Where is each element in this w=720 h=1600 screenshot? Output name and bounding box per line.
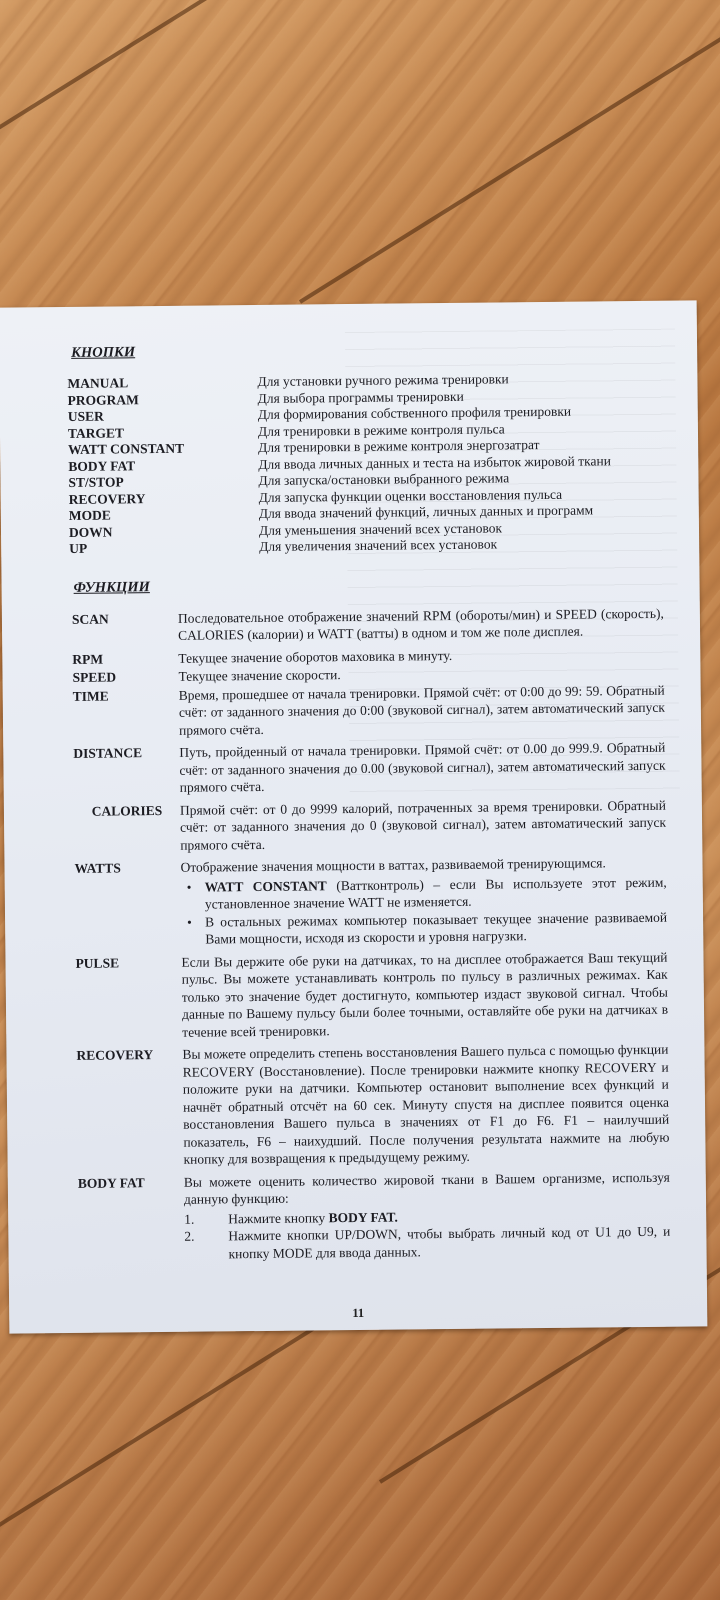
bodyfat-step-2 <box>184 1223 670 1263</box>
function-desc <box>184 1168 671 1263</box>
function-desc: Вы можете определить степень восстановления Вашего пульса с помощью функции RECOVERY (Восстановление). После тренировки нажмите кнопку RECOVERY и положите руки на датчики. Компьютер остановит выполнение всех функций и начнёт обратный отсчёт на 60 сек. Минуту спустя на дисплее появится оценка восстановления Вашего пульса в значениях от F1 до F6. F1 – наилучший показатель, F6 – наихудший. После получения результата нажмите на любую кнопку для возвращения к предыдущему режиму. <box>182 1041 670 1167</box>
button-key: UP <box>69 540 88 556</box>
watts-bullets <box>181 873 668 948</box>
button-key: MANUAL <box>67 375 129 391</box>
function-key: SPEED <box>72 669 117 685</box>
button-key: ST/STOP <box>68 474 124 490</box>
function-desc: Последовательное отображение значений RPM (обороты/мин) и SPEED (скорость), CALORIES (калории) и WATT (ватты) в одном и том же поле дисплея. <box>177 605 664 643</box>
function-scan <box>70 604 664 645</box>
wood-seam <box>0 0 402 154</box>
page-content <box>67 339 671 1265</box>
button-key: DOWN <box>68 524 113 540</box>
function-key: RECOVERY <box>76 1047 154 1063</box>
button-key: TARGET <box>67 424 125 441</box>
function-watts <box>72 854 667 950</box>
bodyfat-intro: Вы можете оценить количество жировой ткани в Вашем организме, используя данную функцию: <box>183 1169 670 1207</box>
watts-bullet-watt-constant <box>181 873 667 913</box>
function-calories <box>72 796 667 855</box>
function-desc: Текущее значение оборотов маховика в минуту. <box>178 647 453 666</box>
buttons-heading: КНОПКИ <box>71 344 136 361</box>
button-desc: Для ввода личных данных и теста на избыток жировой ткани <box>258 452 611 472</box>
function-pulse <box>73 948 668 1042</box>
button-key: PROGRAM <box>67 391 139 408</box>
page-number: 11 <box>352 1305 365 1321</box>
function-desc: Текущее значение скорости. <box>178 667 341 684</box>
watts-intro: Отображение значения мощности в ваттах, развиваемой тренирующимся. <box>180 855 606 875</box>
function-key: SCAN <box>71 611 109 627</box>
function-desc: Время, прошедшее от начала тренировки. Прямой счёт: от 0:00 до 99: 59. Обратный счёт: от заданного значения до 0:00 (звуковой сигнал), затем автоматический запуск прямого счёта. <box>178 682 665 738</box>
button-desc: Для тренировки в режиме контроля энергозатрат <box>258 437 540 455</box>
bullet-text: (Ваттконтроль) – если Вы используете этот режим, установленное значение WATT не изменяется. <box>204 874 667 912</box>
button-key: RECOVERY <box>68 490 146 507</box>
bodyfat-steps <box>184 1205 671 1263</box>
bullet-bold: WATT CONSTANT <box>204 877 327 895</box>
button-key: WATT CONSTANT <box>68 440 185 457</box>
function-recovery <box>74 1041 669 1170</box>
step-text-bold: BODY FAT. <box>328 1209 398 1225</box>
function-key: BODY FAT <box>77 1174 145 1191</box>
function-desc <box>180 854 667 949</box>
step-text-plain: Нажмите кнопку <box>228 1209 329 1226</box>
button-key: MODE <box>68 507 111 523</box>
buttons-list <box>67 370 663 558</box>
step-number: 2. <box>184 1228 195 1244</box>
functions-heading: ФУНКЦИИ <box>73 578 150 596</box>
button-key: USER <box>67 408 104 424</box>
button-desc: Для тренировки в режиме контроля пульса <box>257 420 505 439</box>
function-key: PULSE <box>75 954 120 971</box>
button-desc: Для ввода значений функций, личных данных и программ <box>258 502 594 521</box>
button-desc: Для выбора программы тренировки <box>257 388 464 406</box>
function-body-fat <box>76 1168 671 1264</box>
watts-bullet-other-modes <box>181 908 667 948</box>
wood-seam <box>299 25 720 304</box>
button-key: BODY FAT <box>68 457 136 474</box>
function-key: RPM <box>72 651 104 667</box>
button-desc: Для запуска функции оценки восстановления пульса <box>258 486 563 505</box>
button-desc: Для увеличения значений всех установок <box>259 536 498 554</box>
function-key: DISTANCE <box>73 745 143 761</box>
button-desc: Для запуска/остановки выбранного режима <box>258 470 510 488</box>
function-desc: Прямой счёт: от 0 до 9999 калорий, потраченных за время тренировки. Обратный счёт: от заданного значения до 0 (звуковой сигнал), затем автоматический запуск прямого счёта. <box>179 797 667 853</box>
function-key: CALORIES <box>91 802 163 819</box>
button-desc: Для формирования собственного профиля тренировки <box>257 403 572 422</box>
step-text: Нажмите кнопки UP/DOWN, чтобы выбрать личный код от U1 до U9, и кнопку MODE для ввода данных. <box>228 1223 671 1261</box>
function-time <box>71 681 666 740</box>
function-desc: Если Вы держите обе руки на датчиках, то на дисплее отображается Ваш текущий пульс. Вы можете устанавливать контроль по пульсу в различных режимах. Как только это значение будет достигнуто, компьютер издаст звуковой сигнал. Чтобы данные по Вашему пульсу были более точными, оставляйте обе руки на датчиках в течение всей тренировки. <box>181 949 669 1040</box>
function-key: TIME <box>72 688 109 704</box>
step-text <box>228 1208 398 1227</box>
function-key: WATTS <box>74 860 121 876</box>
manual-page <box>0 300 707 1333</box>
button-desc: Для установки ручного режима тренировки <box>257 371 509 389</box>
function-desc: Путь, пройденный от начала тренировки. Прямой счёт: от 0.00 до 999.9. Обратный счёт: от заданного значения до 0.00 (звуковой сигнал), затем автоматический запуск прямого счёта. <box>179 739 666 795</box>
button-desc: Для уменьшения значений всех установок <box>258 519 503 538</box>
bullet-text: В остальных режимах компьютер показывает текущее значение развиваемой Вами мощности, исходя из скорости и уровня нагрузки. <box>205 909 668 947</box>
step-number: 1. <box>184 1211 195 1227</box>
function-distance <box>71 739 666 798</box>
